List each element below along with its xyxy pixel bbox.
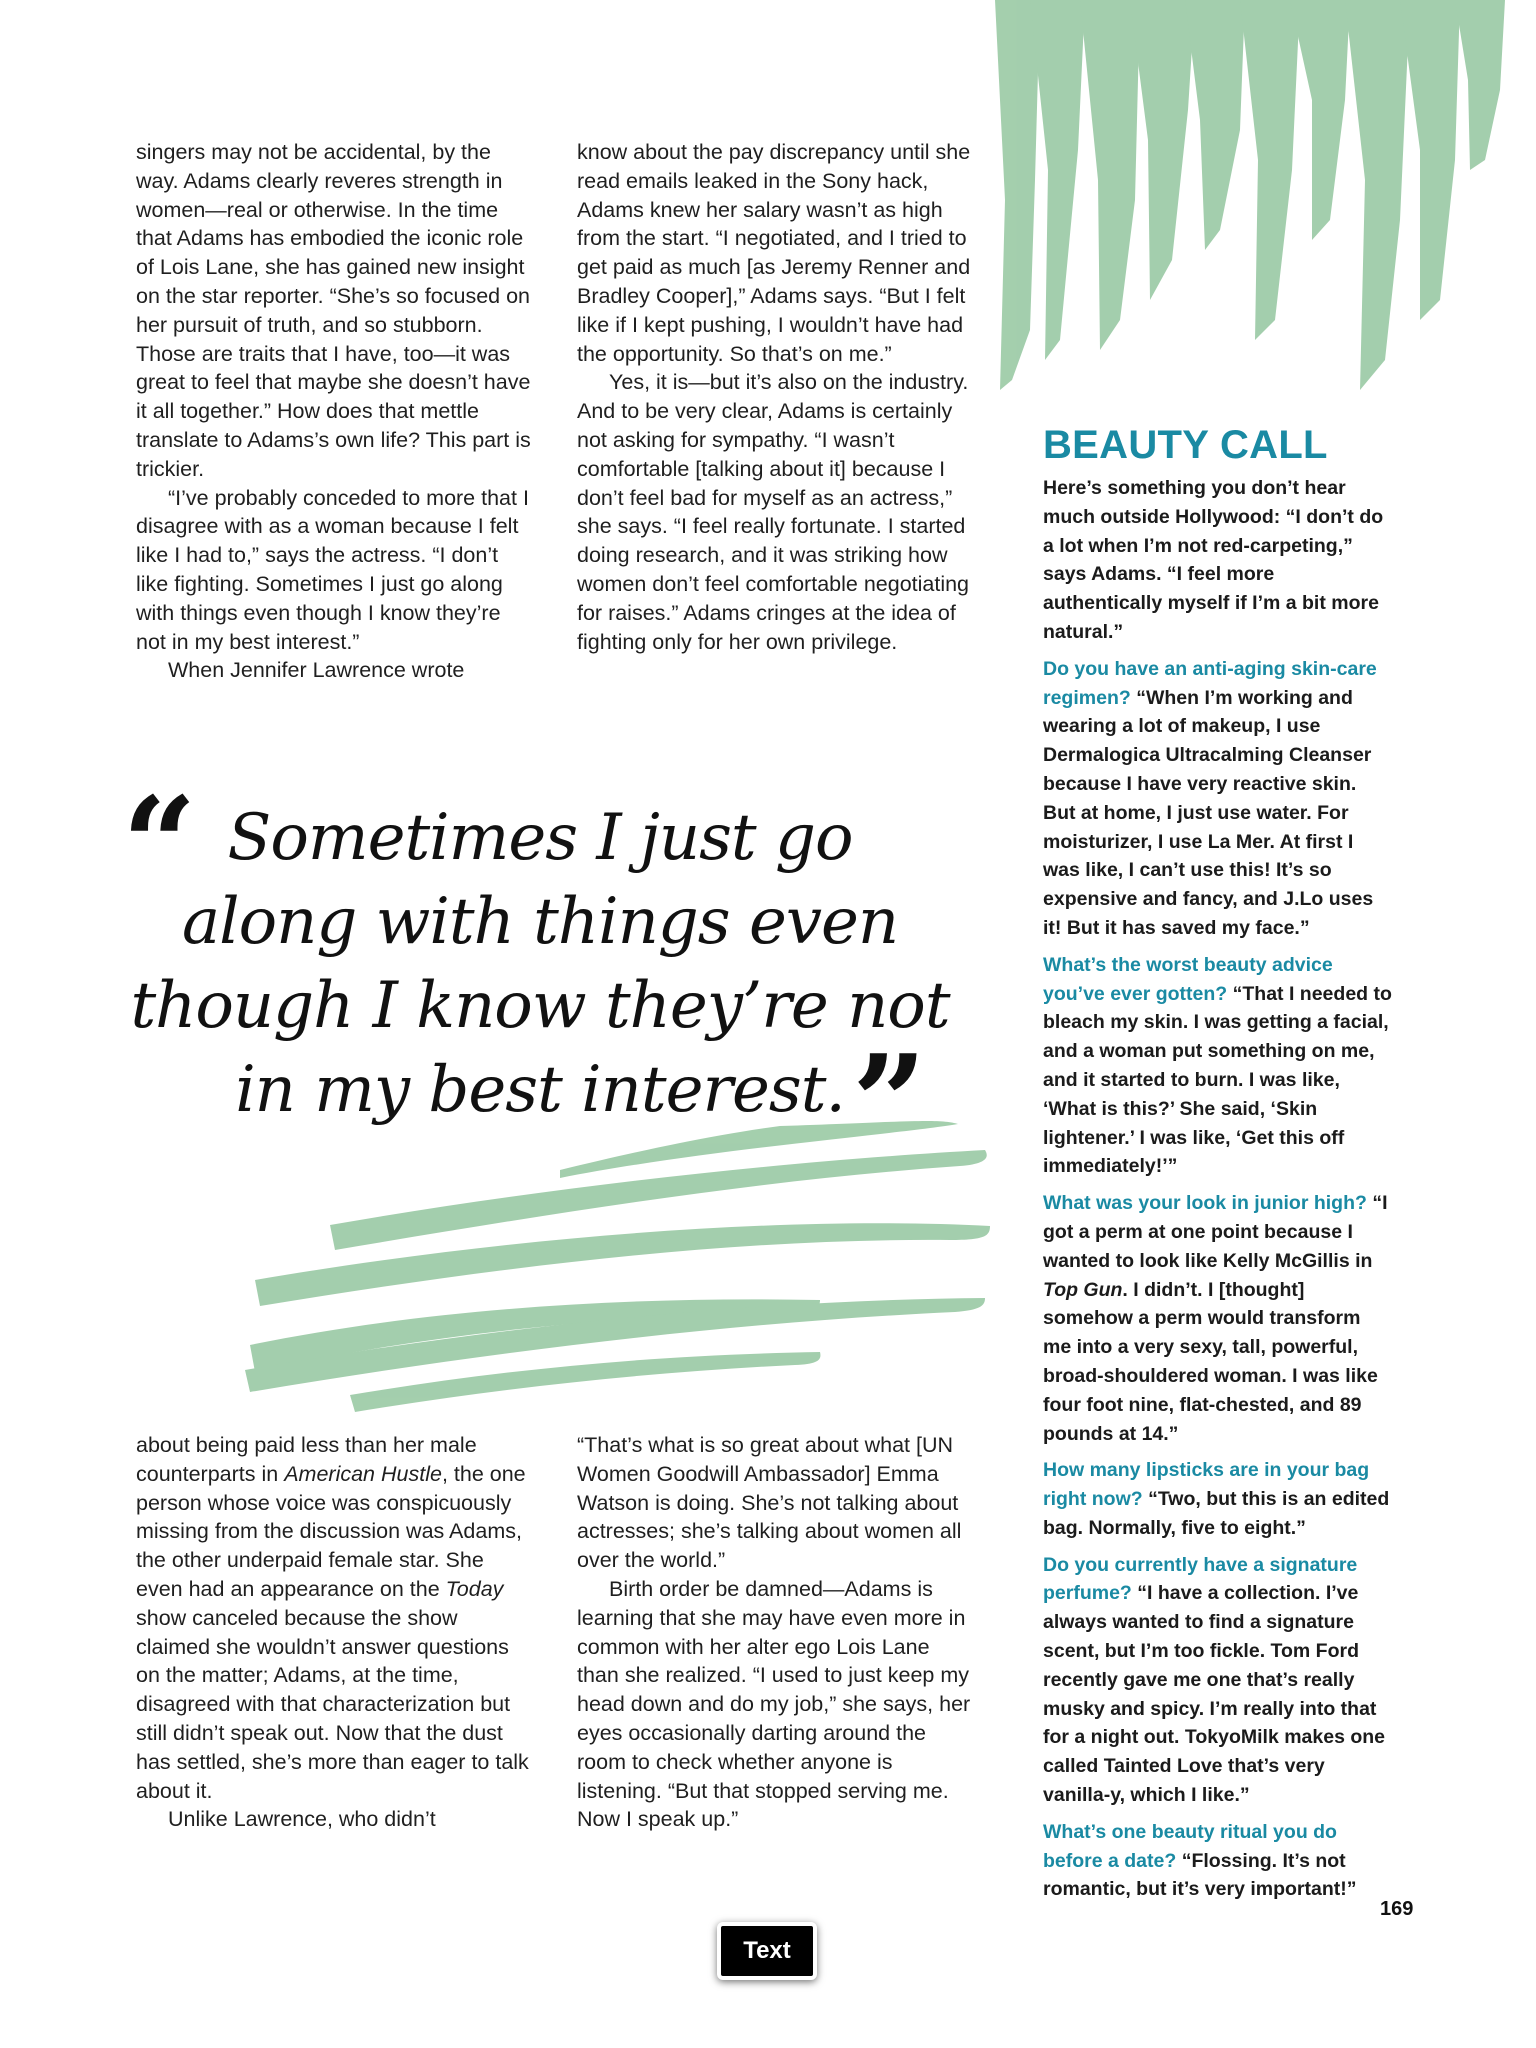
paragraph: singers may not be accidental, by the way. Adams clearly reveres strength in women—real or otherwise. In the time that Adams has embodied the iconic role of Lois Lane, she has gained new insight on the star reporter. “She’s so focused on her pursuit of truth, and so stubborn. Those are traits that I have, too—it was great to feel that maybe she doesn’t have it all together.” How does that mettle translate to Adams’s own life? This part is trickier. bbox=[136, 140, 531, 481]
text-run: , the one person whose voice was conspicuously missing from the discussion was Adams, the other underpaid female star. She even had an appearance on the bbox=[136, 1461, 526, 1601]
paragraph: Yes, it is—but it’s also on the industry. And to be very clear, Adams is certainly not asking for sympathy. “I wasn’t comfortable [talking about it] because I don’t feel bad for myself as an actress,” she says. “I feel really fortunate. I started doing research, and it was striking how women don’t feel comfortable negotiating for raises.” Adams cringes at the idea of fighting only for her own privilege. bbox=[577, 370, 970, 654]
text-run: show canceled because the show claimed she wouldn’t answer questions on the matter; Adams, at the time, disagreed with that characterization but still didn’t speak out. Now that the dust has settled, she’s more than eager to talk about it. bbox=[136, 1605, 529, 1803]
show-title: Today bbox=[445, 1576, 504, 1601]
paragraph: Birth order be damned—Adams is learning that she may have even more in common with her alter ego Lois Lane than she realized. “I used to just keep my head down and do my job,” she says, her eyes occasionally darting around the room to check whether anyone is listening. “But that stopped serving me. Now I speak up.” bbox=[577, 1576, 971, 1832]
text-run: about being paid less than her male counterparts in bbox=[136, 1433, 477, 1486]
film-title: Top Gun bbox=[1043, 1278, 1123, 1301]
answer: “Two, but this is an edited bag. Normally, five to eight.” bbox=[1043, 1488, 1390, 1539]
paragraph: “I’ve probably conceded to more that I disagree with as a woman because I felt like I had to,” says the actress. “I don’t like fighting. Sometimes I just go along with things even though I know they’re not in my best interest.” bbox=[136, 485, 529, 654]
qa-item bbox=[1043, 1456, 1393, 1542]
text-view-button[interactable]: Text bbox=[717, 1922, 817, 1980]
beauty-call-sidebar bbox=[1043, 420, 1393, 1912]
question: What’s one beauty ritual you do before a date? bbox=[1043, 1820, 1337, 1872]
question: Do you have an anti-aging skin-care regimen? bbox=[1043, 657, 1377, 709]
paragraph: know about the pay discrepancy until she read emails leaked in the Sony hack, Adams knew her salary wasn’t as high from the start. “I negotiated, and I tried to get paid as much [as Jeremy Renner and Bradley Cooper],” Adams says. “But I felt like if I kept pushing, I wouldn’t have had the opportunity. So that’s on me.” bbox=[577, 140, 971, 366]
pull-quote-line: though I know they’re not bbox=[130, 969, 950, 1043]
answer: “I got a perm at one point because I wanted to look like Kelly McGillis in bbox=[1043, 1192, 1388, 1272]
question: Do you currently have a signature perfume? bbox=[1043, 1553, 1358, 1605]
question: What was your look in junior high? bbox=[1043, 1192, 1367, 1215]
question: How many lipsticks are in your bag right now? bbox=[1043, 1459, 1370, 1511]
paragraph bbox=[136, 1431, 536, 1805]
answer: . I didn’t. I [thought] somehow a perm would transform me into a very sexy, tall, powerful, broad-shouldered woman. I was like four foot nine, flat-chested, and 89 pounds at 14.” bbox=[1043, 1278, 1378, 1445]
pull-quote-line: in my best interest. bbox=[235, 1053, 845, 1127]
qa-item bbox=[1043, 1818, 1393, 1904]
answer: “That I needed to bleach my skin. I was getting a facial, and a woman put something on me, and it started to burn. I was like, ‘What is this?’ She said, ‘Skin lightener.’ I was like, ‘Get this off immediately!’” bbox=[1043, 982, 1392, 1178]
answer: “When I’m working and wearing a lot of makeup, I use Dermalogica Ultracalming Cleanser because I have very reactive skin. But at home, I just use water. For moisturizer, I use La Mer. At first I was like, I can’t use this! It’s so expensive and fancy, and J.Lo uses it! But it has saved my face.” bbox=[1043, 686, 1374, 939]
pull-quote bbox=[100, 796, 980, 1132]
sidebar-title: BEAUTY CALL bbox=[1043, 423, 1328, 467]
article-column-1-top bbox=[136, 138, 536, 685]
qa-item bbox=[1043, 655, 1393, 943]
qa-item bbox=[1043, 1189, 1393, 1448]
pull-quote-line: Sometimes I just go bbox=[227, 801, 853, 875]
pull-quote-line: along with things even bbox=[181, 885, 899, 959]
qa-item bbox=[1043, 1551, 1393, 1810]
paragraph: When Jennifer Lawrence wrote bbox=[168, 658, 465, 683]
article-column-2-bottom bbox=[577, 1431, 977, 1834]
page-number: 169 bbox=[1380, 1898, 1414, 1920]
sidebar-intro: Here’s something you don’t hear much outside Hollywood: “I don’t do a lot when I’m not red-carpeting,” says Adams. “I feel more authentically myself if I’m a bit more natural.” bbox=[1043, 477, 1384, 643]
open-quote-mark: “ bbox=[122, 768, 197, 921]
paragraph: “That’s what is so great about what [UN Women Goodwill Ambassador] Emma Watson is doing. She’s not talking about actresses; she’s talking about women all over the world.” bbox=[577, 1433, 962, 1573]
article-column-1-bottom bbox=[136, 1431, 536, 1834]
film-title: American Hustle bbox=[284, 1461, 442, 1486]
answer: “I have a collection. I’ve always wanted to find a signature scent, but I’m too fickle. Tom Ford recently gave me one that’s really musky and spicy. I’m really into that for a night out. TokyoMilk makes one called Tainted Love that’s very vanilla-y, which I like.” bbox=[1043, 1582, 1386, 1807]
paragraph: Unlike Lawrence, who didn’t bbox=[168, 1807, 436, 1832]
article-column-2-top bbox=[577, 138, 977, 656]
question: What’s the worst beauty advice you’ve ever gotten? bbox=[1043, 953, 1333, 1005]
qa-item bbox=[1043, 951, 1393, 1181]
close-quote-mark: ” bbox=[852, 1026, 927, 1179]
answer: “Flossing. It’s not romantic, but it’s very important!” bbox=[1043, 1849, 1357, 1901]
